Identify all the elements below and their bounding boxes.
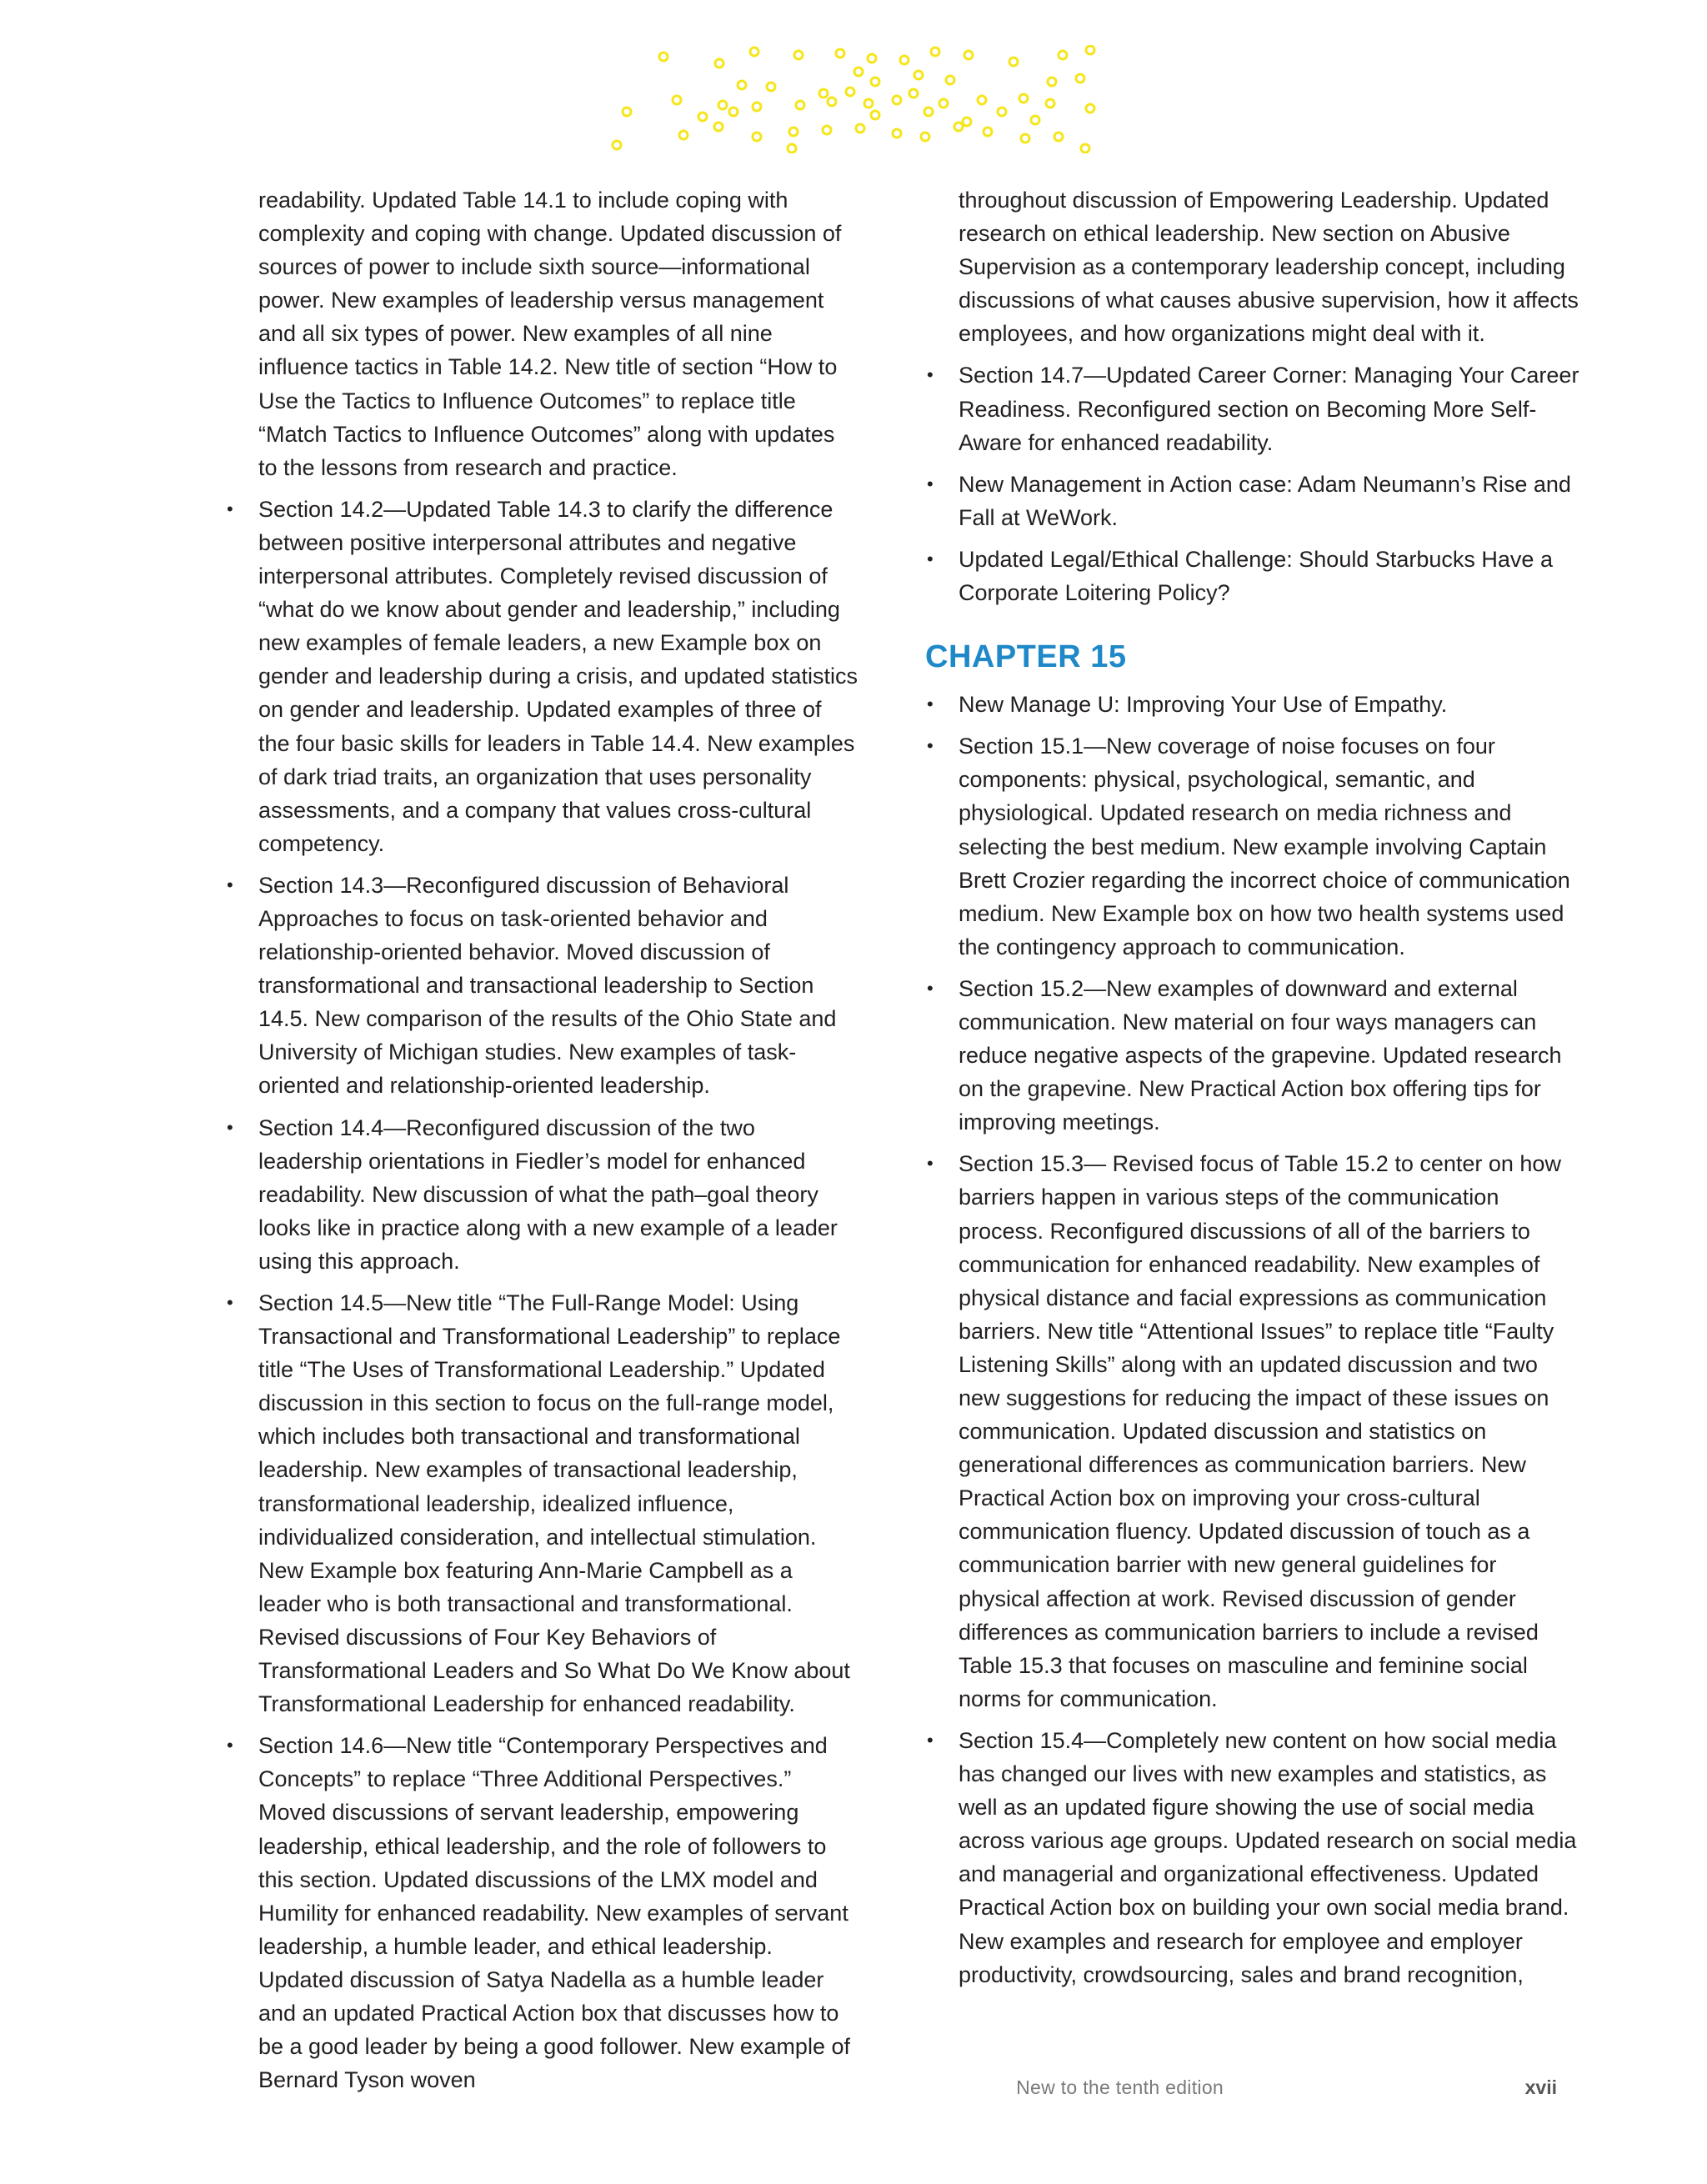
decorative-dot xyxy=(623,108,631,116)
decorative-dot xyxy=(1048,78,1056,86)
decorative-dot xyxy=(871,78,879,86)
list-item: • Section 15.4—Completely new content on how social media has changed our lives with new examples and statistics, as well as an updated figure showing the use of social media across various age groups. Updated research on social media and managerial and organizational effectiveness. Updated Practical Action box on building your own social media brand. New examples and research for employee and employer productivity, crowdsourcing, sales and brand recognition, xyxy=(925,1724,1584,1991)
decorative-dot xyxy=(900,56,909,64)
decorative-dot xyxy=(1009,58,1018,66)
decorative-dot xyxy=(1086,46,1094,54)
right-continuation-paragraph: throughout discussion of Empowering Leadership. Updated research on ethical leadership. New section on Abusive Supervision as a contemporary leadership concept, including discussions of what causes abusive supervision, how it affects employees, and how organizations might deal with it. xyxy=(959,188,1579,347)
decorative-dot-pattern xyxy=(608,45,1109,153)
left-continuation-paragraph: readability. Updated Table 14.1 to include coping with complexity and coping with change. Updated discussion of sources of power to include sixth source—informational power. New examples of leadership versus management and all six types of power. New examples of all nine influence tactics in Table 14.2. New title of section “How to Use the Tactics to Influence Outcomes” to replace title “Match Tactics to Influence Outcomes” along with updates to the lessons from research and practice. xyxy=(258,188,842,480)
decorative-dot xyxy=(729,108,738,116)
list-item: • Section 14.6—New title “Contemporary Perspectives and Concepts” to replace “Three Additional Perspectives.” Moved discussions of servant leadership, empowering leadership, ethical leadership, and the role of followers to this section. Updated discussions of the LMX model and Humility for enhanced readability. New examples of servant leadership, a humble leader, and ethical leadership. Updated discussion of Satya Nadella as a humble leader and an updated Practical Action box that discusses how to be a good leader by being a good follower. New example of Bernard Tyson woven xyxy=(225,1729,859,2096)
decorative-dot xyxy=(823,126,831,134)
right-column xyxy=(925,183,1584,2000)
list-item: • Section 14.7—Updated Career Corner: Managing Your Career Readiness. Reconfigured section on Becoming More Self-Aware for enhanced readability. xyxy=(925,358,1584,458)
decorative-dot xyxy=(819,89,828,98)
decorative-dot xyxy=(1086,104,1094,113)
list-item: • Section 15.3— Revised focus of Table 15.2 to center on how barriers happen in various steps of the communication process. Reconfigured discussions of all of the barriers to communication for enhanced readability. New examples of physical distance and facial expressions as communication barriers. New title “Attentional Issues” to replace title “Faulty Listening Skills” along with an updated discussion and two new suggestions for reducing the impact of these issues on communication. Updated discussion and statistics on generational differences as communication barriers. New Practical Action box on improving your cross-cultural communication fluency. Updated discussion of touch as a communication barrier with new general guidelines for physical affection at work. Revised discussion of gender differences as communication barriers to include a revised Table 15.3 that focuses on masculine and feminine social norms for communication. xyxy=(925,1147,1584,1716)
list-item: • Section 14.4—Reconfigured discussion of the two leadership orientations in Fiedler’s model for enhanced readability. New discussion of what the path–goal theory looks like in practice along with a new example of a leader using this approach. xyxy=(225,1111,859,1278)
decorative-dot xyxy=(794,51,803,59)
decorative-dot xyxy=(767,83,775,91)
decorative-dot xyxy=(1054,133,1063,141)
list-item: • New Management in Action case: Adam Neumann’s Rise and Fall at WeWork. xyxy=(925,468,1584,534)
decorative-dot xyxy=(789,128,798,136)
decorative-dot xyxy=(698,113,707,121)
decorative-dot xyxy=(836,49,844,58)
decorative-dot xyxy=(963,118,971,126)
decorative-dot xyxy=(1076,74,1084,83)
decorative-dot xyxy=(753,103,761,111)
decorative-dot xyxy=(924,108,933,116)
decorative-dot xyxy=(1031,116,1039,124)
list-item: • Section 14.3—Reconfigured discussion of Behavioral Approaches to focus on task-oriented behavior and relationship-oriented behavior. Moved discussion of transformational and transactional leadership to Section 14.5. New comparison of the results of the Ohio State and University of Michigan studies. New examples of task-oriented and relationship-oriented leadership. xyxy=(225,869,859,1103)
list-item: • Section 15.2—New examples of downward and external communication. New material on four ways managers can reduce negative aspects of the grapevine. Updated research on the grapevine. New Practical Action box offering tips for improving meetings. xyxy=(925,972,1584,1139)
chapter-heading: CHAPTER 15 xyxy=(925,639,1127,675)
decorative-dot xyxy=(673,96,681,104)
decorative-dot xyxy=(846,88,854,96)
list-item: • New Manage U: Improving Your Use of Empathy. xyxy=(925,688,1584,721)
decorative-dot xyxy=(893,129,901,138)
decorative-dot xyxy=(738,81,746,89)
decorative-dot xyxy=(931,48,939,56)
chapter-bullet-list xyxy=(925,688,1584,1991)
decorative-dot xyxy=(978,96,986,104)
decorative-dot xyxy=(871,111,879,119)
left-bullet-list xyxy=(225,493,859,2096)
decorative-dot xyxy=(868,54,876,63)
decorative-dot xyxy=(893,96,901,104)
decorative-dot xyxy=(946,76,954,84)
decorative-dot xyxy=(1059,51,1067,59)
decorative-dot xyxy=(854,68,863,76)
decorative-dot xyxy=(954,123,963,131)
list-item: • Updated Legal/Ethical Challenge: Should Starbucks Have a Corporate Loitering Policy? xyxy=(925,543,1584,609)
decorative-dot xyxy=(914,71,923,79)
decorative-dot xyxy=(679,131,688,139)
decorative-dot xyxy=(613,141,621,149)
decorative-dot xyxy=(998,108,1006,116)
decorative-dot xyxy=(864,99,873,108)
decorative-dot xyxy=(1021,134,1029,143)
decorative-dot xyxy=(796,101,804,109)
decorative-dot xyxy=(856,124,864,133)
decorative-dot xyxy=(984,128,992,136)
page-number: xvii xyxy=(1524,2076,1557,2098)
decorative-dot xyxy=(1081,144,1089,153)
decorative-dot xyxy=(1046,99,1054,108)
list-item: • Section 15.1—New coverage of noise focuses on four components: physical, psychological, semantic, and physiological. Updated research on media richness and selecting the best medium. New example involving Captain Brett Crozier regarding the incorrect choice of communication medium. New Example box on how two health systems used the contingency approach to communication. xyxy=(925,729,1584,964)
decorative-dot xyxy=(753,133,761,141)
left-column xyxy=(225,183,859,2105)
decorative-dot xyxy=(939,99,948,108)
decorative-dot xyxy=(715,59,723,68)
decorative-dot xyxy=(788,144,796,153)
decorative-dot xyxy=(750,48,758,56)
decorative-dot xyxy=(964,51,973,59)
footer-section-title: New to the tenth edition xyxy=(1016,2076,1224,2098)
decorative-dot xyxy=(718,101,727,109)
list-item: • Section 14.2—Updated Table 14.3 to clarify the difference between positive interpersonal attributes and negative interpersonal attributes. Completely revised discussion of “what do we know about gender and leadership,” including new examples of female leaders, a new Example box on gender and leadership during a crisis, and updated statistics on gender and leadership. Updated examples of three of the four basic skills for leaders in Table 14.4. New examples of dark triad traits, an organization that uses personality assessments, and a company that values cross-cultural competency. xyxy=(225,493,859,860)
decorative-dot xyxy=(714,123,723,131)
decorative-dot xyxy=(828,98,836,106)
decorative-dot xyxy=(909,89,918,98)
decorative-dot xyxy=(659,53,668,61)
decorative-dot xyxy=(1019,94,1028,103)
list-item: • Section 14.5—New title “The Full-Range Model: Using Transactional and Transformational Leadership” to replace title “The Uses of Transformational Leadership.” Updated discussion in this section to focus on the full-range model, which includes both transactional and transformational leadership. New examples of transactional leadership, transformational leadership, idealized influence, individualized consideration, and intellectual stimulation. New Example box featuring Ann-Marie Campbell as a leader who is both transactional and transformational. Revised discussions of Four Key Behaviors of Transformational Leaders and So What Do We Know about Transformational Leadership for enhanced readability. xyxy=(225,1286,859,1721)
decorative-dot xyxy=(921,133,929,141)
right-bullet-list xyxy=(925,358,1584,609)
